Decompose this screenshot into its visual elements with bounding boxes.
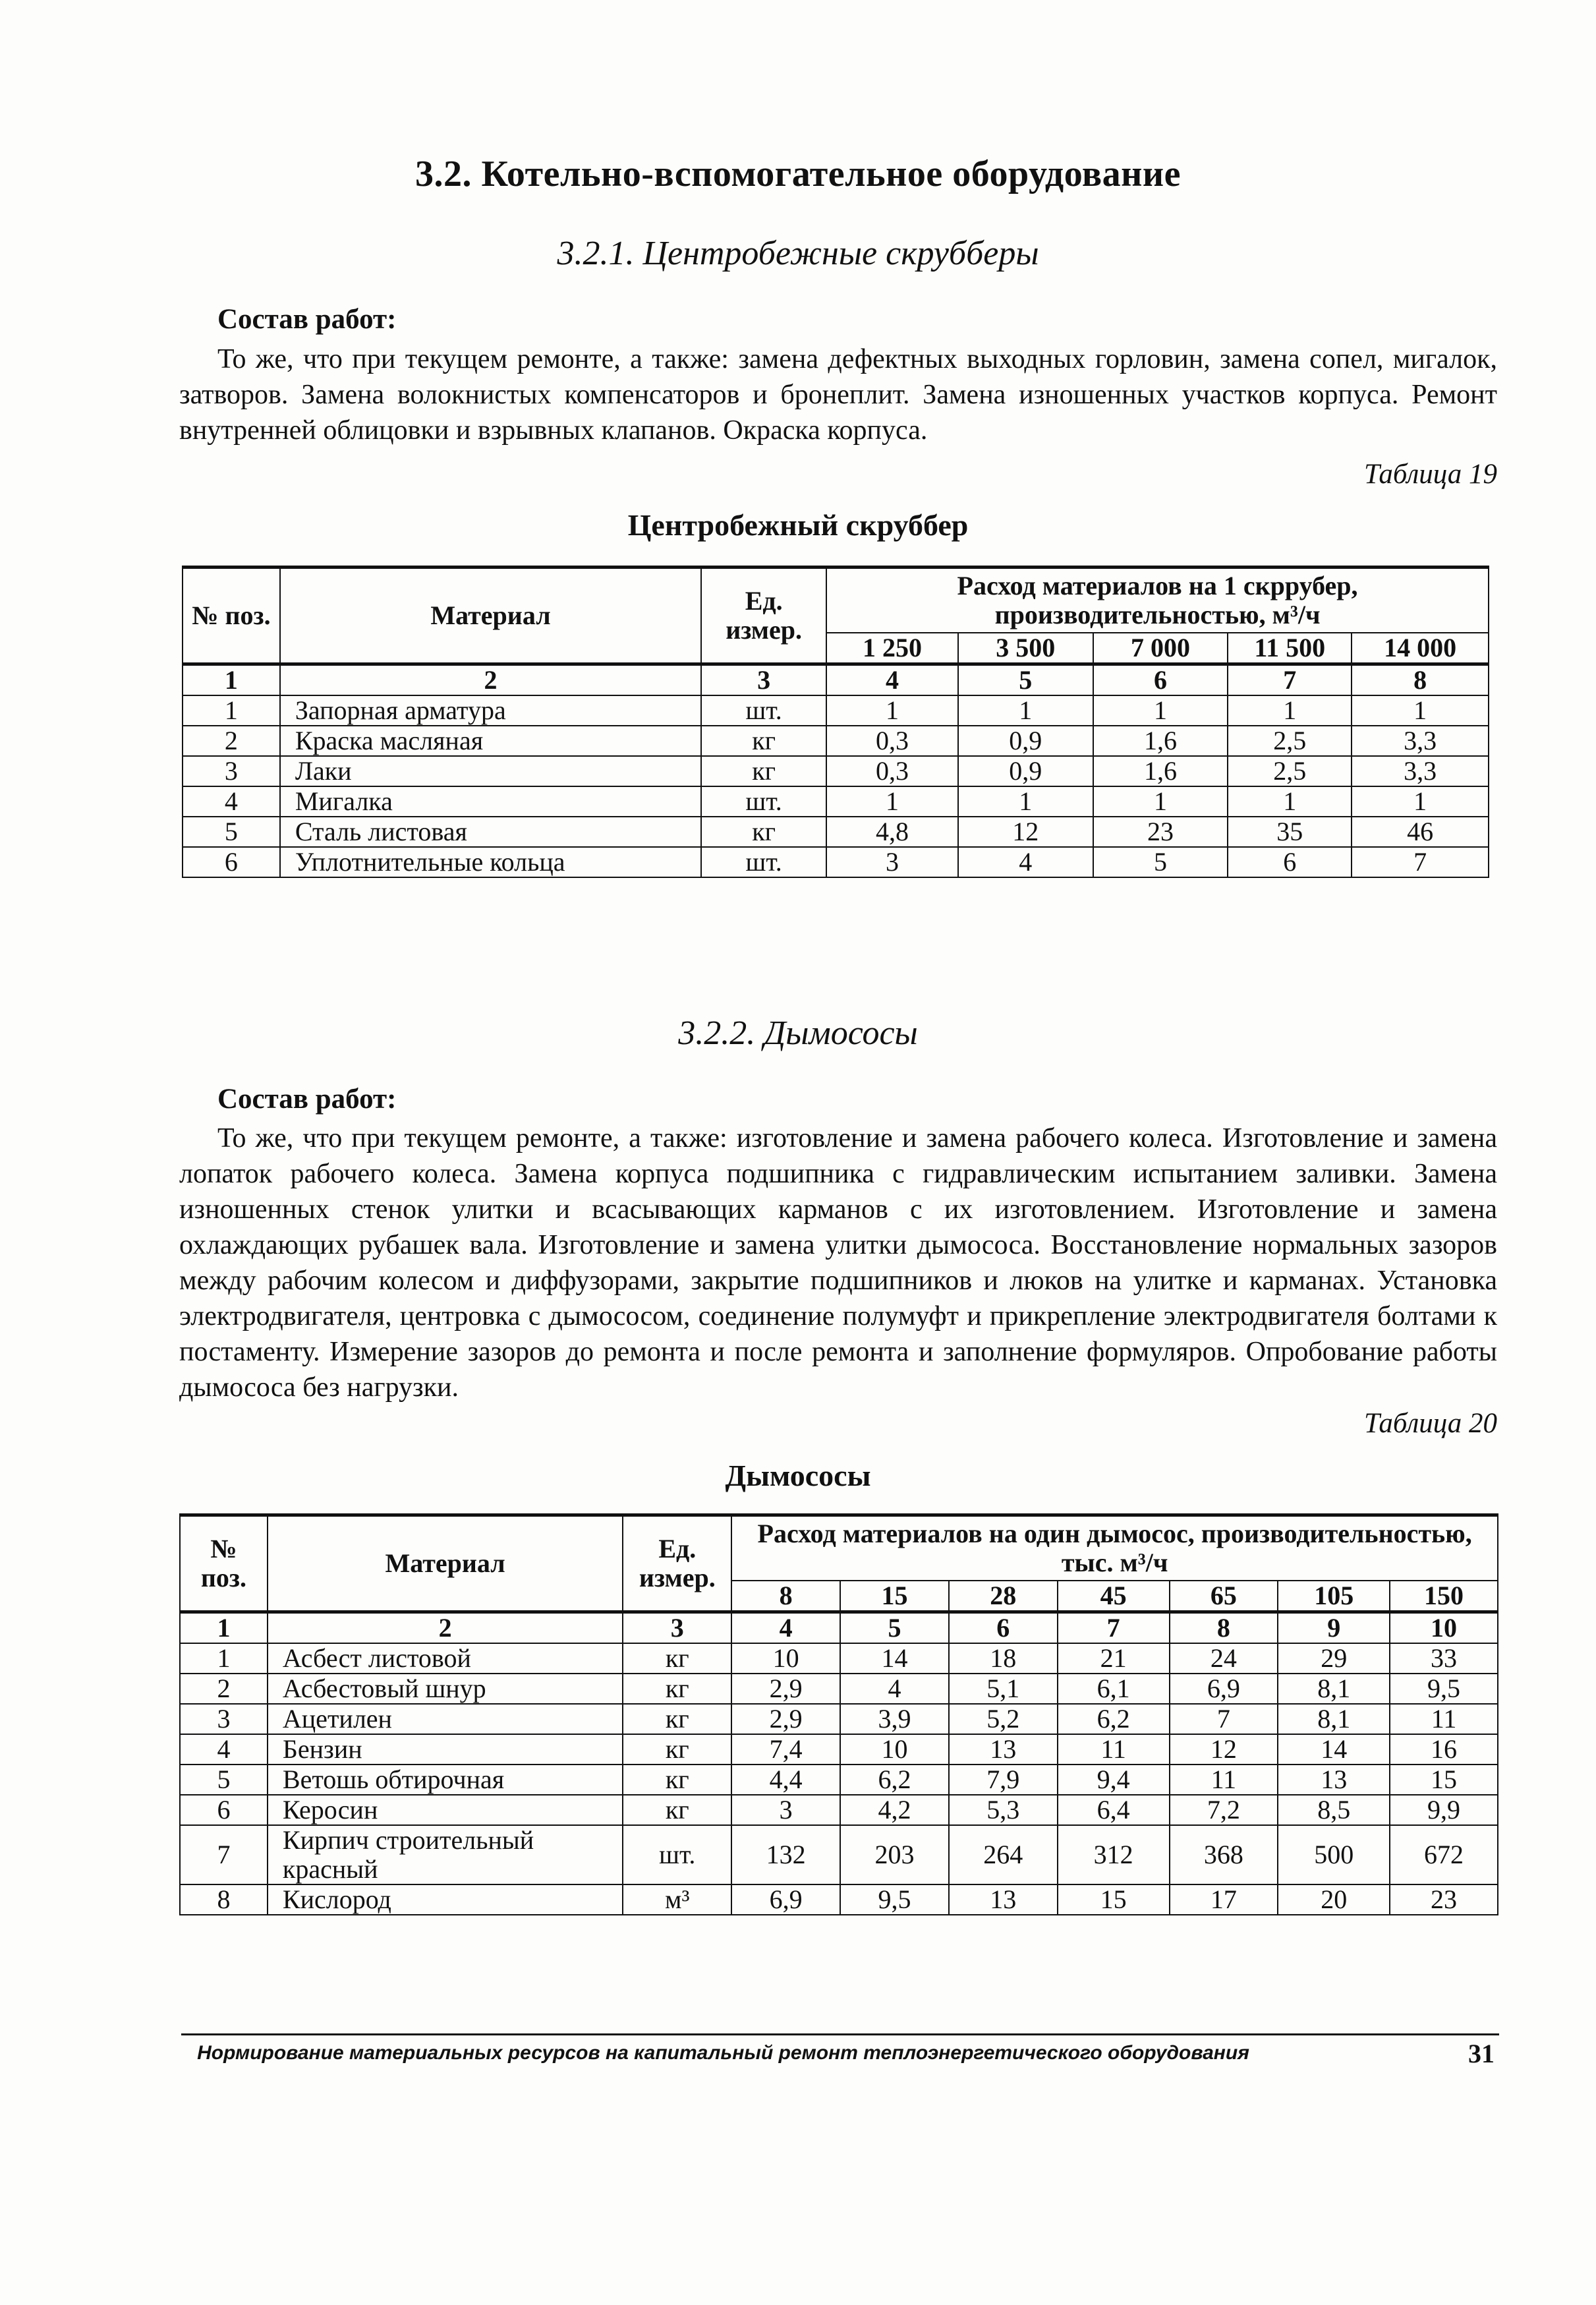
row-value: 0,3 <box>826 756 958 786</box>
header-unit: Ед. измер. <box>623 1515 731 1612</box>
column-number: 6 <box>949 1612 1058 1644</box>
row-value: 14 <box>840 1643 949 1674</box>
row-material: Асбест листовой <box>268 1643 623 1674</box>
row-value: 4 <box>840 1674 949 1704</box>
row-material: Лаки <box>280 756 701 786</box>
footer-text: Нормирование материальных ресурсов на капитальный ремонт теплоэнергетического оборудования <box>197 2042 1249 2064</box>
row-pos: 6 <box>180 1795 268 1825</box>
capacity-header: 105 <box>1278 1581 1390 1612</box>
row-value: 1 <box>958 695 1093 726</box>
row-unit: кг <box>701 726 826 756</box>
table-title-scrubber: Центробежный скруббер <box>627 508 969 542</box>
row-value: 11 <box>1390 1704 1498 1734</box>
row-value: 6,9 <box>731 1884 840 1915</box>
row-unit: м³ <box>623 1884 731 1915</box>
row-unit: шт. <box>701 695 826 726</box>
work-heading-scrubbers: Состав работ: <box>217 304 397 335</box>
row-value: 9,5 <box>840 1884 949 1915</box>
row-value: 1 <box>1228 786 1352 817</box>
row-material: Кирпич строительный красный <box>268 1825 623 1884</box>
row-value: 9,5 <box>1390 1674 1498 1704</box>
row-value: 1 <box>826 786 958 817</box>
column-number: 1 <box>180 1612 268 1644</box>
column-number: 3 <box>623 1612 731 1644</box>
row-value: 4,4 <box>731 1765 840 1795</box>
capacity-header: 45 <box>1058 1581 1170 1612</box>
row-material: Асбестовый шнур <box>268 1674 623 1704</box>
column-number: 9 <box>1278 1612 1390 1644</box>
row-value: 368 <box>1170 1825 1278 1884</box>
row-value: 6,4 <box>1058 1795 1170 1825</box>
row-value: 7 <box>1170 1704 1278 1734</box>
row-material: Мигалка <box>280 786 701 817</box>
row-value: 11 <box>1170 1765 1278 1795</box>
row-material: Запорная арматура <box>280 695 701 726</box>
column-number: 8 <box>1352 664 1489 696</box>
row-unit: кг <box>623 1734 731 1765</box>
column-number: 2 <box>280 664 701 696</box>
row-value: 132 <box>731 1825 840 1884</box>
work-description-smoke-exhausters: То же, что при текущем ремонте, а также: изготовление и замена рабочего колеса. Изготовление и замена лопаток рабочего колеса. Замена корпуса подшипника с гидравлическим испытанием заливки. Замена изношенных стенок улитки и всасывающих карманов с их изготовлением. Изготовление и замена охлаждающих рубашек вала. Изготовление и замена улитки дымососа. Восстановление нормальных зазоров между рабочим колесом и диффузорами, закрытие подшипников и люков на улитке и карманах. Установка электродвигателя, центровка с дымососом, соединение полумуфт и прикрепление электродвигателя болтами к постаменту. Измерение зазоров до ремонта и после ремонта и заполнение формуляров. Опробование работы дымососа без нагрузки. <box>179 1123 1497 1403</box>
capacity-header: 11 500 <box>1228 633 1352 664</box>
row-value: 2,9 <box>731 1674 840 1704</box>
row-pos: 8 <box>180 1884 268 1915</box>
column-number: 6 <box>1093 664 1228 696</box>
row-value: 12 <box>958 817 1093 847</box>
row-value: 8,1 <box>1278 1704 1390 1734</box>
work-heading-smoke-exhausters: Состав работ: <box>217 1084 397 1115</box>
row-value: 1,6 <box>1093 756 1228 786</box>
capacity-header: 28 <box>949 1581 1058 1612</box>
row-value: 1 <box>826 695 958 726</box>
table-row <box>183 756 1489 786</box>
row-pos: 2 <box>180 1674 268 1704</box>
row-unit: шт. <box>701 847 826 877</box>
row-value: 29 <box>1278 1643 1390 1674</box>
capacity-header: 14 000 <box>1352 633 1489 664</box>
row-value: 14 <box>1278 1734 1390 1765</box>
row-value: 0,9 <box>958 756 1093 786</box>
row-value: 3,3 <box>1352 756 1489 786</box>
row-value: 1 <box>1093 695 1228 726</box>
row-value: 6,1 <box>1058 1674 1170 1704</box>
row-unit: шт. <box>623 1825 731 1884</box>
capacity-header: 1 250 <box>826 633 958 664</box>
row-value: 7,2 <box>1170 1795 1278 1825</box>
footer-rule <box>181 2033 1499 2035</box>
row-material: Сталь листовая <box>280 817 701 847</box>
row-value: 3 <box>731 1795 840 1825</box>
table-row <box>183 726 1489 756</box>
row-value: 13 <box>949 1734 1058 1765</box>
table-number-20: Таблица 20 <box>1364 1408 1497 1439</box>
row-pos: 4 <box>183 786 280 817</box>
row-value: 3,3 <box>1352 726 1489 756</box>
column-number: 7 <box>1058 1612 1170 1644</box>
row-material: Краска масляная <box>280 726 701 756</box>
row-value: 672 <box>1390 1825 1498 1884</box>
table-row <box>180 1674 1498 1704</box>
row-value: 8,5 <box>1278 1795 1390 1825</box>
page-number: 31 <box>1468 2039 1495 2068</box>
row-value: 46 <box>1352 817 1489 847</box>
row-value: 500 <box>1278 1825 1390 1884</box>
row-value: 1 <box>1352 786 1489 817</box>
column-number: 4 <box>826 664 958 696</box>
row-value: 203 <box>840 1825 949 1884</box>
subsection-title-smoke-exhausters: 3.2.2. Дымососы <box>678 1014 918 1052</box>
column-number: 10 <box>1390 1612 1498 1644</box>
header-pos: № поз. <box>183 568 280 664</box>
table-title-smoke-exhausters: Дымососы <box>725 1459 871 1492</box>
table-row <box>180 1825 1498 1884</box>
row-unit: кг <box>701 817 826 847</box>
row-unit: кг <box>623 1704 731 1734</box>
row-value: 7,4 <box>731 1734 840 1765</box>
row-value: 10 <box>840 1734 949 1765</box>
row-value: 7 <box>1352 847 1489 877</box>
row-value: 6,9 <box>1170 1674 1278 1704</box>
row-value: 13 <box>1278 1765 1390 1795</box>
row-value: 1 <box>1228 695 1352 726</box>
row-material: Ацетилен <box>268 1704 623 1734</box>
row-value: 7,9 <box>949 1765 1058 1795</box>
row-value: 0,3 <box>826 726 958 756</box>
row-unit: кг <box>623 1674 731 1704</box>
row-value: 5,2 <box>949 1704 1058 1734</box>
row-pos: 5 <box>183 817 280 847</box>
row-value: 6,2 <box>840 1765 949 1795</box>
table-row <box>180 1765 1498 1795</box>
row-material: Бензин <box>268 1734 623 1765</box>
row-material: Кислород <box>268 1884 623 1915</box>
row-value: 12 <box>1170 1734 1278 1765</box>
header-pos: № поз. <box>180 1515 268 1612</box>
table-row <box>180 1643 1498 1674</box>
row-unit: кг <box>623 1795 731 1825</box>
capacity-header: 15 <box>840 1581 949 1612</box>
table-number-19: Таблица 19 <box>1364 459 1497 490</box>
row-pos: 4 <box>180 1734 268 1765</box>
row-value: 15 <box>1058 1884 1170 1915</box>
header-material: Материал <box>268 1515 623 1612</box>
row-value: 3 <box>826 847 958 877</box>
row-unit: шт. <box>701 786 826 817</box>
row-pos: 3 <box>183 756 280 786</box>
section-title: 3.2. Котельно-вспомогательное оборудование <box>415 154 1181 194</box>
table-row <box>180 1734 1498 1765</box>
table-row <box>183 786 1489 817</box>
row-value: 5,3 <box>949 1795 1058 1825</box>
column-number: 3 <box>701 664 826 696</box>
column-number: 5 <box>958 664 1093 696</box>
row-value: 8,1 <box>1278 1674 1390 1704</box>
capacity-header: 8 <box>731 1581 840 1612</box>
row-unit: кг <box>623 1643 731 1674</box>
row-pos: 2 <box>183 726 280 756</box>
capacity-header: 150 <box>1390 1581 1498 1612</box>
table-smoke-exhausters <box>179 1513 1498 1915</box>
row-pos: 1 <box>183 695 280 726</box>
row-value: 9,9 <box>1390 1795 1498 1825</box>
row-value: 18 <box>949 1643 1058 1674</box>
row-value: 9,4 <box>1058 1765 1170 1795</box>
table-row <box>183 817 1489 847</box>
row-value: 11 <box>1058 1734 1170 1765</box>
column-number: 4 <box>731 1612 840 1644</box>
table-row <box>180 1795 1498 1825</box>
column-number: 8 <box>1170 1612 1278 1644</box>
row-value: 35 <box>1228 817 1352 847</box>
row-value: 13 <box>949 1884 1058 1915</box>
capacity-header: 7 000 <box>1093 633 1228 664</box>
row-pos: 5 <box>180 1765 268 1795</box>
row-value: 4,2 <box>840 1795 949 1825</box>
row-pos: 6 <box>183 847 280 877</box>
row-value: 4,8 <box>826 817 958 847</box>
capacity-header: 3 500 <box>958 633 1093 664</box>
header-consumption: Расход материалов на один дымосос, производительностью, тыс. м³/ч <box>731 1515 1498 1581</box>
row-value: 23 <box>1390 1884 1498 1915</box>
row-material: Уплотнительные кольца <box>280 847 701 877</box>
row-value: 17 <box>1170 1884 1278 1915</box>
table-row <box>180 1884 1498 1915</box>
header-unit: Ед. измер. <box>701 568 826 664</box>
row-value: 2,9 <box>731 1704 840 1734</box>
row-value: 23 <box>1093 817 1228 847</box>
row-value: 5 <box>1093 847 1228 877</box>
row-value: 1 <box>958 786 1093 817</box>
subsection-title-scrubbers: 3.2.1. Центробежные скрубберы <box>557 235 1039 272</box>
row-value: 33 <box>1390 1643 1498 1674</box>
row-value: 6,2 <box>1058 1704 1170 1734</box>
row-value: 21 <box>1058 1643 1170 1674</box>
column-number: 1 <box>183 664 280 696</box>
row-pos: 7 <box>180 1825 268 1884</box>
row-value: 2,5 <box>1228 756 1352 786</box>
header-material: Материал <box>280 568 701 664</box>
row-unit: кг <box>623 1765 731 1795</box>
row-value: 16 <box>1390 1734 1498 1765</box>
table-row <box>183 847 1489 877</box>
work-description-scrubbers: То же, что при текущем ремонте, а также: замена дефектных выходных горловин, замена сопел, мигалок, затворов. Замена волокнистых компенсаторов и бронеплит. Замена изношенных участков корпуса. Ремонт внутренней облицовки и взрывных клапанов. Окраска корпуса. <box>179 344 1497 446</box>
row-value: 4 <box>958 847 1093 877</box>
row-value: 312 <box>1058 1825 1170 1884</box>
row-value: 24 <box>1170 1643 1278 1674</box>
header-consumption: Расход материалов на 1 скррубер, производительностью, м³/ч <box>826 568 1489 633</box>
row-value: 20 <box>1278 1884 1390 1915</box>
row-value: 1,6 <box>1093 726 1228 756</box>
column-number: 7 <box>1228 664 1352 696</box>
row-value: 5,1 <box>949 1674 1058 1704</box>
row-value: 1 <box>1093 786 1228 817</box>
row-material: Керосин <box>268 1795 623 1825</box>
row-value: 2,5 <box>1228 726 1352 756</box>
row-value: 10 <box>731 1643 840 1674</box>
row-value: 264 <box>949 1825 1058 1884</box>
row-pos: 1 <box>180 1643 268 1674</box>
row-value: 3,9 <box>840 1704 949 1734</box>
row-pos: 3 <box>180 1704 268 1734</box>
row-unit: кг <box>701 756 826 786</box>
column-number: 5 <box>840 1612 949 1644</box>
capacity-header: 65 <box>1170 1581 1278 1612</box>
row-value: 0,9 <box>958 726 1093 756</box>
row-value: 1 <box>1352 695 1489 726</box>
column-number: 2 <box>268 1612 623 1644</box>
table-scrubber <box>182 566 1489 878</box>
table-row <box>183 695 1489 726</box>
table-row <box>180 1704 1498 1734</box>
row-material: Ветошь обтирочная <box>268 1765 623 1795</box>
row-value: 6 <box>1228 847 1352 877</box>
row-value: 15 <box>1390 1765 1498 1795</box>
